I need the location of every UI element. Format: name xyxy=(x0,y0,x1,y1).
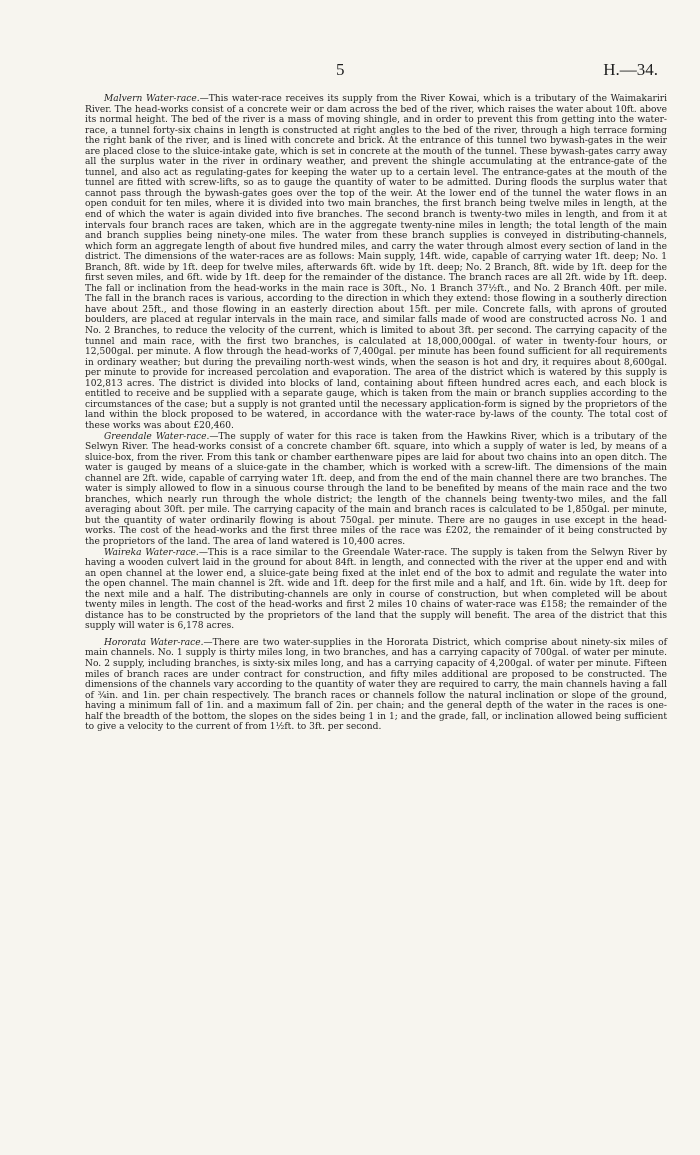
paragraph-malvern xyxy=(85,94,667,432)
page-header xyxy=(0,60,700,82)
paragraph-title: Malvern Water-race. xyxy=(104,94,200,104)
paragraph-text: —The supply of water for this race is taken from the Hawkins River, which is a tributary of the Selwyn River. The head-works consist of a concrete chamber 6ft. square, into which a supply of water is led, by means of a sluice-box, from the river. From this tank or chamber earthenware pipes are laid for about two chains into an open ditch. The water is gauged by means of a sluice-gate in the chamber, which is worked with a screw-lift. The dimensions of the main channel are 2ft. wide, capable of carrying water 1ft. deep, and from the end of the main channel there are two branches. The water is simply allowed to flow in a sinuous course through the land to be benefited by means of the main race and the two branches, which nearly run through the whole district; the length of the channels being twenty-two miles, and the fall averaging about 30ft. per mile. The carrying capacity of the main and branch races is calculated to be 1,850gal. per minute, but the quantity of water ordinarily flowing is about 750gal. per minute. There are no gauges in use except in the head-works. The cost of the head-works and the first three miles of the race was £202, the remainder of it being constructed by the proprietors of the land. The area of land watered is 10,400 acres. xyxy=(85,431,667,547)
page-number: 5 xyxy=(336,60,345,79)
body-text xyxy=(85,94,667,733)
paragraph-text: —This water-race receives its supply from the River Kowai, which is a tributary of the Waimakariri River. The head-works consist of a concrete weir or dam across the bed of the river, which raises the water about 10ft. above its normal height. The bed of the river is a mass of moving shingle, and in order to prevent this from getting into the water-race, a tunnel forty-six chains in length is constructed at right angles to the bed of the river, through a high terrace forming the right bank of the river, and is lined with concrete and brick. At the entrance of this tunnel two bywash-gates in the weir are placed close to the sluice-intake gate, which is set in concrete at the mouth of the tunnel. These bywash-gates carry away all the surplus water in the river in ordinary weather, and prevent the shingle accumulating at the entrance-gate of the tunnel, and also act as regulating-gates for keeping the water up to a certain level. The entrance-gates at the mouth of the tunnel are fitted with screw-lifts, so as to gauge the quantity of water to be admitted. During floods the surplus water that cannot pass through the bywash-gates goes over the top of the weir. At the lower end of the tunnel the water flows in an open conduit for ten miles, where it is divided into two main branches, the first branch being twelve miles in length, at the end of which the water is again divided into five branches. The second branch is twenty-two miles in length, and from it at intervals four branch races are taken, which are in the aggregate twenty-nine miles in length; the total length of the main and branch supplies being ninety-one miles. The water from these branch supplies is conveyed in distributing-channels, which form an aggregate length of about five hundred miles, and carry the water through almost every section of land in the district. The dimensions of the water-races are as follows: Main supply, 14ft. wide, capable of carrying water 1ft. deep; No. 1 Branch, 8ft. wide by 1ft. deep for twelve miles, afterwards 6ft. wide by 1ft. deep; No. 2 Branch, 8ft. wide by 1ft. deep for the first seven miles, and 6ft. wide by 1ft. deep for the remainder of the distance. The branch races are all 2ft. wide by 1ft. deep. The fall or inclination from the head-works in the main race is 30ft., No. 1 Branch 37½ft., and No. 2 Branch 40ft. per mile. The fall in the branch races is various, according to the direction in which they extend: those flowing in a southerly direction have about 25ft., and those flowing in an easterly direction about 15ft. per mile. Concrete falls, with aprons of grouted boulders, are placed at regular intervals in the main race, and similar falls made of wood are constructed across No. 1 and No. 2 Branches, to reduce the velocity of the current, which is limited to about 3ft. per second. The carrying capacity of the tunnel and main race, with the first two branches, is calculated at 18,000,000gal. of water in twenty-four hours, or 12,500gal. per minute. A flow through the head-works of 7,400gal. per minute has been found sufficient for all requirements in ordinary weather; but during the prevailing north-west winds, when the season is hot and dry, it requires about 8,600gal. per minute to provide for increased percolation and evaporation. The area of the district which is watered by this supply is 102,813 acres. The district is divided into blocks of land, containing about fifteen hundred acres each, and each block is entitled to receive and be supplied with a separate gauge, which is taken from the main or branch supplies according to the circumstances of the case; but a supply is not granted until the necessary application-form is signed by the proprietors of the land within the block proposed to be watered, in accordance with the water-race by-laws of the county. The total cost of these works was about £20,460. xyxy=(85,94,667,431)
paragraph-greendale xyxy=(85,432,667,548)
paragraph-waireka xyxy=(85,548,667,632)
paragraph-hororata xyxy=(85,638,667,733)
paragraph-title: Waireka Water-race. xyxy=(104,547,199,558)
paragraph-title: Hororata Water-race. xyxy=(104,637,204,648)
paper-reference: H.—34. xyxy=(603,60,658,79)
paragraph-text: —This is a race similar to the Greendale Water-race. The supply is taken from the Selwyn River by having a wooden culvert laid in the ground for about 84ft. in length, and connected with the river at the upper end and with an open channel at the lower end, a sluice-gate being fixed at the inlet end of the box to admit and regulate the water into the open channel. The main channel is 2ft. wide and 1ft. deep for the first mile and a half, and 1ft. 6in. wide by 1ft. deep for the next mile and a half. The distributing-channels are only in course of construction, but when completed will be about twenty miles in length. The cost of the head-works and first 2 miles 10 chains of water-race was £158; the remainder of the distance has to be constructed by the proprietors of the land that the supply will benefit. The area of the district that this supply will water is 6,178 acres. xyxy=(85,547,667,632)
paragraph-text: —There are two water-supplies in the Hororata District, which comprise about ninety-six miles of main channels. No. 1 supply is thirty miles long, in two branches, and has a carrying capacity of 700gal. of water per minute. No. 2 supply, including branches, is sixty-six miles long, and has a carrying capacity of 4,200gal. of water per minute. Fifteen miles of branch races are under contract for construction, and fifty miles additional are proposed to be constructed. The dimensions of the channels vary according to the quantity of water they are required to carry, the main channels having a fall of ¾in. and 1in. per chain respectively. The branch races or channels follow the natural inclination or slope of the ground, having a minimum fall of 1in. and a maximum fall of 2in. per chain; and the general depth of the water in the races is one-half the breadth of the bottom, the slopes on the sides being 1 in 1; and the grade, fall, or inclination allowed being sufficient to give a velocity to the current of from 1½ft. to 3ft. per second. xyxy=(85,637,667,733)
paragraph-title: Greendale Water-race. xyxy=(104,431,210,442)
